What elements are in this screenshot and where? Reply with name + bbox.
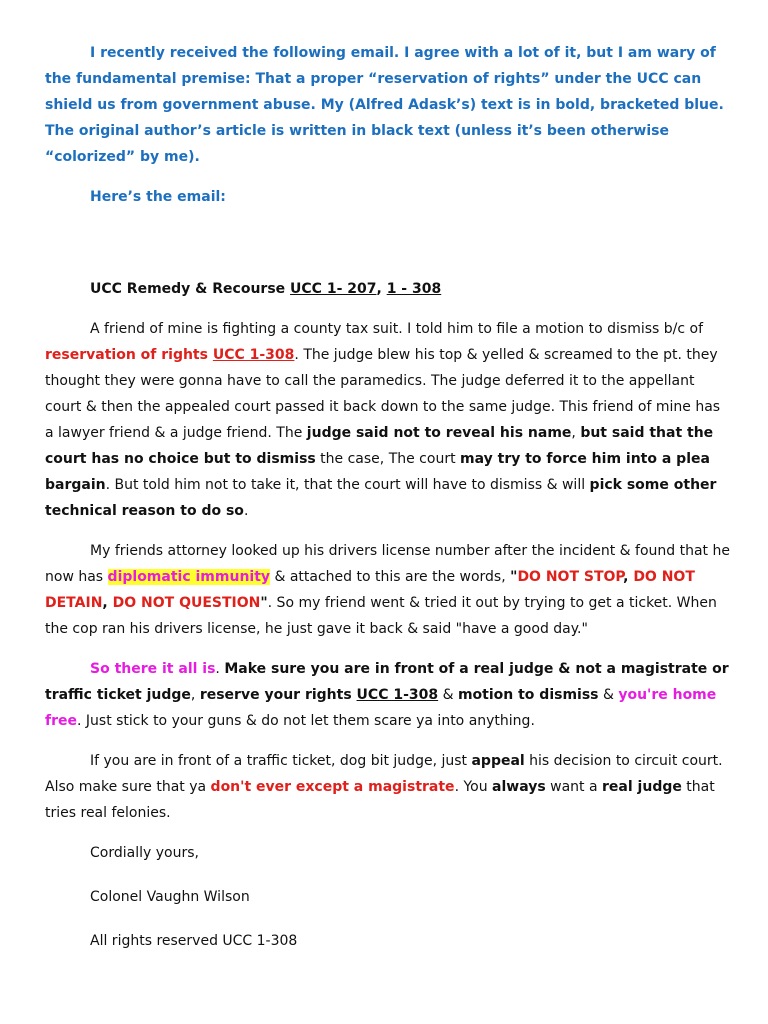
bold-run: always [492, 779, 546, 795]
red-run: DO NOT QUESTION [112, 595, 261, 611]
bold-run: Make sure you are in front of a real judge & not a magistrate or traffic ticket judge [45, 661, 729, 703]
reservation-of-rights-text: reservation of rights [45, 347, 213, 363]
text-run: his decision to circuit court. Also make sure that ya [45, 753, 723, 795]
quote-mark: " [260, 595, 268, 611]
signature-name: Colonel Vaughn Wilson [90, 889, 250, 905]
text-run: & [438, 687, 458, 703]
body-paragraph-2 [45, 538, 732, 642]
text-run: that tries real felonies. [45, 779, 715, 821]
quote-mark: " [510, 569, 518, 585]
text-run: , [571, 425, 581, 441]
intro-email-label: Here’s the email: [90, 189, 226, 205]
text-run: My friends attorney looked up his drivers license number after the incident & found that he now has [45, 543, 730, 585]
text-run: , [190, 687, 200, 703]
heading-link-ucc-1-207[interactable]: UCC 1- 207 [290, 281, 377, 297]
body-paragraph-1 [45, 316, 732, 524]
heading-text: UCC Remedy & Recourse [90, 281, 291, 297]
text-run: . [215, 661, 225, 677]
pink-run: you're home free [45, 687, 717, 729]
red-run: DO NOT STOP [517, 569, 624, 585]
text-run: want a [545, 779, 603, 795]
text-run: . But told him not to take it, that the court will have to dismiss & will [105, 477, 590, 493]
section-heading [45, 276, 732, 302]
bold-run: judge said not to reveal his name [306, 425, 572, 441]
red-run: don't ever except a magistrate [210, 779, 455, 795]
red-run: DO NOT DETAIN [45, 569, 695, 611]
text-run: . You [454, 779, 493, 795]
ucc-1-308-link[interactable]: UCC 1-308 [212, 347, 295, 363]
text-run: & [598, 687, 619, 703]
bold-run: but said that the court has no choice but to dismiss [45, 425, 714, 467]
heading-link-1-308[interactable]: 1 - 308 [386, 281, 442, 297]
intro-paragraph: I recently received the following email. I agree with a lot of it, but I am wary of the fundamental premise: That a proper “reservation of rights” under the UCC can shield us from government abuse. My (Alfred Adask’s) text is in bold, bracketed blue. The original author’s article is written in black text (unless it’s been otherwise “colorized” by me). [45, 45, 724, 165]
comma-run: , [102, 595, 113, 611]
comma-run: , [623, 569, 634, 585]
body-paragraph-4 [45, 748, 732, 826]
text-run: . The judge blew his top & yelled & screamed to the pt. they thought they were gonna have to call the paramedics. The judge deferred it to the appellant court & then the appealed court passed it back down to the same judge. This friend of mine has a lawyer friend & a judge friend. The [45, 347, 721, 441]
body-paragraph-3 [45, 656, 732, 734]
pink-run: So there it all is [90, 661, 216, 677]
text-run: & attached to this are the words, [270, 569, 511, 585]
text-run: . So my friend went & tried it out by trying to get a ticket. When the cop ran his drivers license, he just gave it back & said "have a good day." [45, 595, 717, 637]
bold-run: pick some other technical reason to do so [45, 477, 717, 519]
bold-run: appeal [471, 753, 525, 769]
text-run: A friend of mine is fighting a county tax suit. I told him to file a motion to dismiss b/c of [90, 321, 704, 337]
bold-run: may try to force him into a plea bargain [45, 451, 710, 493]
bold-run: real judge [602, 779, 682, 795]
bold-run: reserve your rights [199, 687, 357, 703]
text-run: . Just stick to your guns & do not let them scare ya into anything. [77, 713, 535, 729]
text-run: the case, The court [315, 451, 461, 467]
highlighted-diplomatic-immunity: diplomatic immunity [107, 569, 271, 585]
ucc-1-308-link[interactable]: UCC 1-308 [356, 687, 439, 703]
heading-comma: , [376, 281, 387, 297]
text-run: If you are in front of a traffic ticket, dog bit judge, just [90, 753, 472, 769]
text-run: . [243, 503, 249, 519]
rights-reserved-line: All rights reserved UCC 1-308 [90, 933, 298, 949]
closing-salutation: Cordially yours, [90, 845, 199, 861]
bold-run: motion to dismiss [457, 687, 599, 703]
